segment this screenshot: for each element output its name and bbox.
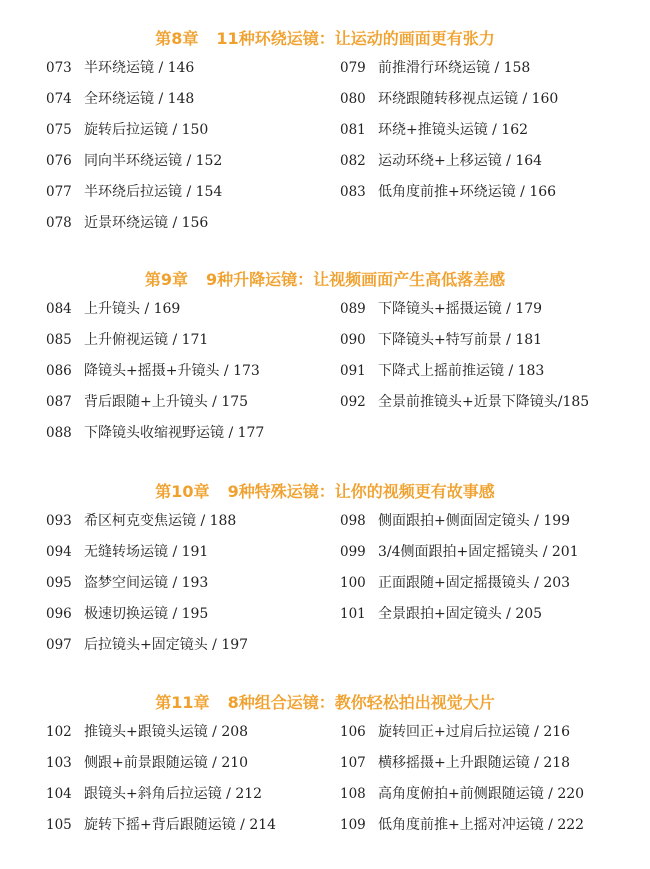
entry-number: 099 bbox=[340, 544, 366, 560]
toc-entry[interactable] bbox=[46, 58, 331, 89]
toc-entry[interactable] bbox=[340, 542, 640, 573]
entry-number: 094 bbox=[46, 544, 72, 560]
toc-column-right bbox=[340, 511, 640, 635]
entry-number: 104 bbox=[46, 786, 72, 802]
entry-number: 074 bbox=[46, 91, 72, 107]
entry-title: 环绕+推镜头运镜 / 162 bbox=[378, 122, 529, 138]
entry-title: 横移摇摄+上升跟随运镜 / 218 bbox=[378, 755, 571, 771]
entry-number: 080 bbox=[340, 91, 366, 107]
entry-title: 跟镜头+斜角后拉运镜 / 212 bbox=[84, 786, 263, 802]
toc-entry[interactable] bbox=[340, 722, 640, 753]
toc-column-right bbox=[340, 58, 640, 213]
entry-title: 上升镜头 / 169 bbox=[84, 301, 181, 317]
entry-number: 109 bbox=[340, 817, 366, 833]
toc-entry[interactable] bbox=[340, 511, 640, 542]
entry-title: 极速切换运镜 / 195 bbox=[84, 606, 209, 622]
chapter-10 bbox=[0, 482, 650, 653]
toc-entry[interactable] bbox=[340, 753, 640, 784]
entry-title: 下降镜头+摇摄运镜 / 179 bbox=[378, 301, 543, 317]
toc-entry[interactable] bbox=[46, 89, 331, 120]
entry-number: 106 bbox=[340, 724, 366, 740]
entry-title: 同向半环绕运镜 / 152 bbox=[84, 153, 223, 169]
entry-title: 运动环绕+上移运镜 / 164 bbox=[378, 153, 543, 169]
chapter-title: 8种组合运镜：教你轻松拍出视觉大片 bbox=[227, 693, 495, 712]
toc-entry[interactable] bbox=[340, 392, 640, 423]
toc-entry[interactable] bbox=[46, 542, 331, 573]
toc-entry[interactable] bbox=[340, 815, 640, 846]
entry-number: 082 bbox=[340, 153, 366, 169]
entry-title: 低角度前推+上摇对冲运镜 / 222 bbox=[378, 817, 585, 833]
toc-column-right bbox=[340, 722, 640, 846]
toc-entry[interactable] bbox=[46, 784, 331, 815]
chapter-number: 第10章 bbox=[155, 482, 210, 501]
toc-entry[interactable] bbox=[340, 120, 640, 151]
entry-number: 081 bbox=[340, 122, 366, 138]
toc-entry[interactable] bbox=[46, 151, 331, 182]
entry-number: 091 bbox=[340, 363, 366, 379]
toc-entry[interactable] bbox=[340, 89, 640, 120]
toc-entry[interactable] bbox=[46, 361, 331, 392]
entry-number: 086 bbox=[46, 363, 72, 379]
toc-entry[interactable] bbox=[340, 151, 640, 182]
entry-title: 侧跟+前景跟随运镜 / 210 bbox=[84, 755, 249, 771]
chapter-title: 9种特殊运镜：让你的视频更有故事感 bbox=[227, 482, 495, 501]
entry-number: 100 bbox=[340, 575, 366, 591]
entry-number: 105 bbox=[46, 817, 72, 833]
chapter-title: 11种环绕运镜：让运动的画面更有张力 bbox=[216, 29, 495, 48]
entry-number: 101 bbox=[340, 606, 366, 622]
toc-entry[interactable] bbox=[340, 330, 640, 361]
entry-number: 108 bbox=[340, 786, 366, 802]
toc-entry[interactable] bbox=[46, 511, 331, 542]
entry-number: 079 bbox=[340, 60, 366, 76]
toc-entry[interactable] bbox=[46, 182, 331, 213]
entry-title: 旋转回正+过肩后拉运镜 / 216 bbox=[378, 724, 571, 740]
toc-entry[interactable] bbox=[46, 573, 331, 604]
entry-title: 3/4侧面跟拍+固定摇镜头 / 201 bbox=[378, 544, 579, 560]
toc-column-left bbox=[46, 722, 331, 846]
entry-title: 下降式上摇前推运镜 / 183 bbox=[378, 363, 545, 379]
toc-entry[interactable] bbox=[340, 573, 640, 604]
toc-entry[interactable] bbox=[340, 299, 640, 330]
entry-number: 077 bbox=[46, 184, 72, 200]
entry-title: 全景跟拍+固定镜头 / 205 bbox=[378, 606, 543, 622]
toc-entry[interactable] bbox=[46, 753, 331, 784]
toc-entry[interactable] bbox=[46, 635, 331, 666]
toc-entry[interactable] bbox=[46, 423, 331, 454]
toc-column-left bbox=[46, 58, 331, 244]
chapter-11 bbox=[0, 693, 650, 833]
entry-number: 107 bbox=[340, 755, 366, 771]
entry-title: 全环绕运镜 / 148 bbox=[84, 91, 195, 107]
entry-number: 093 bbox=[46, 513, 72, 529]
entry-title: 环绕跟随转移视点运镜 / 160 bbox=[378, 91, 559, 107]
toc-entry[interactable] bbox=[340, 182, 640, 213]
entry-number: 085 bbox=[46, 332, 72, 348]
toc-column-right bbox=[340, 299, 640, 423]
entry-number: 097 bbox=[46, 637, 72, 653]
entry-title: 下降镜头收缩视野运镜 / 177 bbox=[84, 425, 265, 441]
entry-number: 078 bbox=[46, 215, 72, 231]
chapter-number: 第11章 bbox=[155, 693, 210, 712]
chapter-heading bbox=[0, 482, 650, 502]
toc-entry[interactable] bbox=[340, 361, 640, 392]
entry-title: 后拉镜头+固定镜头 / 197 bbox=[84, 637, 249, 653]
entry-number: 076 bbox=[46, 153, 72, 169]
toc-entry[interactable] bbox=[46, 299, 331, 330]
entry-number: 096 bbox=[46, 606, 72, 622]
entry-title: 高角度俯拍+前侧跟随运镜 / 220 bbox=[378, 786, 585, 802]
entry-title: 无缝转场运镜 / 191 bbox=[84, 544, 209, 560]
entry-number: 083 bbox=[340, 184, 366, 200]
chapter-heading bbox=[0, 270, 650, 290]
entry-number: 089 bbox=[340, 301, 366, 317]
chapter-number: 第8章 bbox=[155, 29, 199, 48]
entry-title: 旋转后拉运镜 / 150 bbox=[84, 122, 209, 138]
entry-title: 希区柯克变焦运镜 / 188 bbox=[84, 513, 237, 529]
chapter-9 bbox=[0, 270, 650, 441]
entry-number: 103 bbox=[46, 755, 72, 771]
toc-entry[interactable] bbox=[46, 120, 331, 151]
entry-number: 092 bbox=[340, 394, 366, 410]
toc-entry[interactable] bbox=[46, 815, 331, 846]
toc-entry[interactable] bbox=[46, 722, 331, 753]
entry-title: 全景前推镜头+近景下降镜头/185 bbox=[378, 394, 590, 410]
entry-number: 087 bbox=[46, 394, 72, 410]
toc-entry[interactable] bbox=[340, 604, 640, 635]
entry-title: 推镜头+跟镜头运镜 / 208 bbox=[84, 724, 249, 740]
entry-title: 下降镜头+特写前景 / 181 bbox=[378, 332, 543, 348]
entry-number: 088 bbox=[46, 425, 72, 441]
entry-title: 上升俯视运镜 / 171 bbox=[84, 332, 209, 348]
entry-number: 084 bbox=[46, 301, 72, 317]
entry-title: 近景环绕运镜 / 156 bbox=[84, 215, 209, 231]
toc-column-left bbox=[46, 511, 331, 666]
chapter-heading bbox=[0, 29, 650, 49]
entry-title: 旋转下摇+背后跟随运镜 / 214 bbox=[84, 817, 277, 833]
chapter-title: 9种升降运镜：让视频画面产生高低落差感 bbox=[206, 270, 506, 289]
entry-title: 降镜头+摇摄+升镜头 / 173 bbox=[84, 363, 260, 379]
toc-entry[interactable] bbox=[340, 58, 640, 89]
entry-title: 正面跟随+固定摇摄镜头 / 203 bbox=[378, 575, 571, 591]
toc-entry[interactable] bbox=[340, 784, 640, 815]
entry-title: 前推滑行环绕运镜 / 158 bbox=[378, 60, 531, 76]
chapter-heading bbox=[0, 693, 650, 713]
entry-title: 盗梦空间运镜 / 193 bbox=[84, 575, 209, 591]
toc-entry[interactable] bbox=[46, 213, 331, 244]
toc-entry[interactable] bbox=[46, 392, 331, 423]
chapter-8 bbox=[0, 29, 650, 231]
chapter-number: 第9章 bbox=[144, 270, 188, 289]
toc-entry[interactable] bbox=[46, 604, 331, 635]
entry-number: 073 bbox=[46, 60, 72, 76]
entry-title: 低角度前推+环绕运镜 / 166 bbox=[378, 184, 557, 200]
entry-number: 095 bbox=[46, 575, 72, 591]
toc-column-left bbox=[46, 299, 331, 454]
entry-number: 075 bbox=[46, 122, 72, 138]
entry-number: 102 bbox=[46, 724, 72, 740]
entry-title: 半环绕运镜 / 146 bbox=[84, 60, 195, 76]
entry-title: 侧面跟拍+侧面固定镜头 / 199 bbox=[378, 513, 571, 529]
toc-entry[interactable] bbox=[46, 330, 331, 361]
entry-title: 背后跟随+上升镜头 / 175 bbox=[84, 394, 249, 410]
entry-title: 半环绕后拉运镜 / 154 bbox=[84, 184, 223, 200]
entry-number: 098 bbox=[340, 513, 366, 529]
entry-number: 090 bbox=[340, 332, 366, 348]
